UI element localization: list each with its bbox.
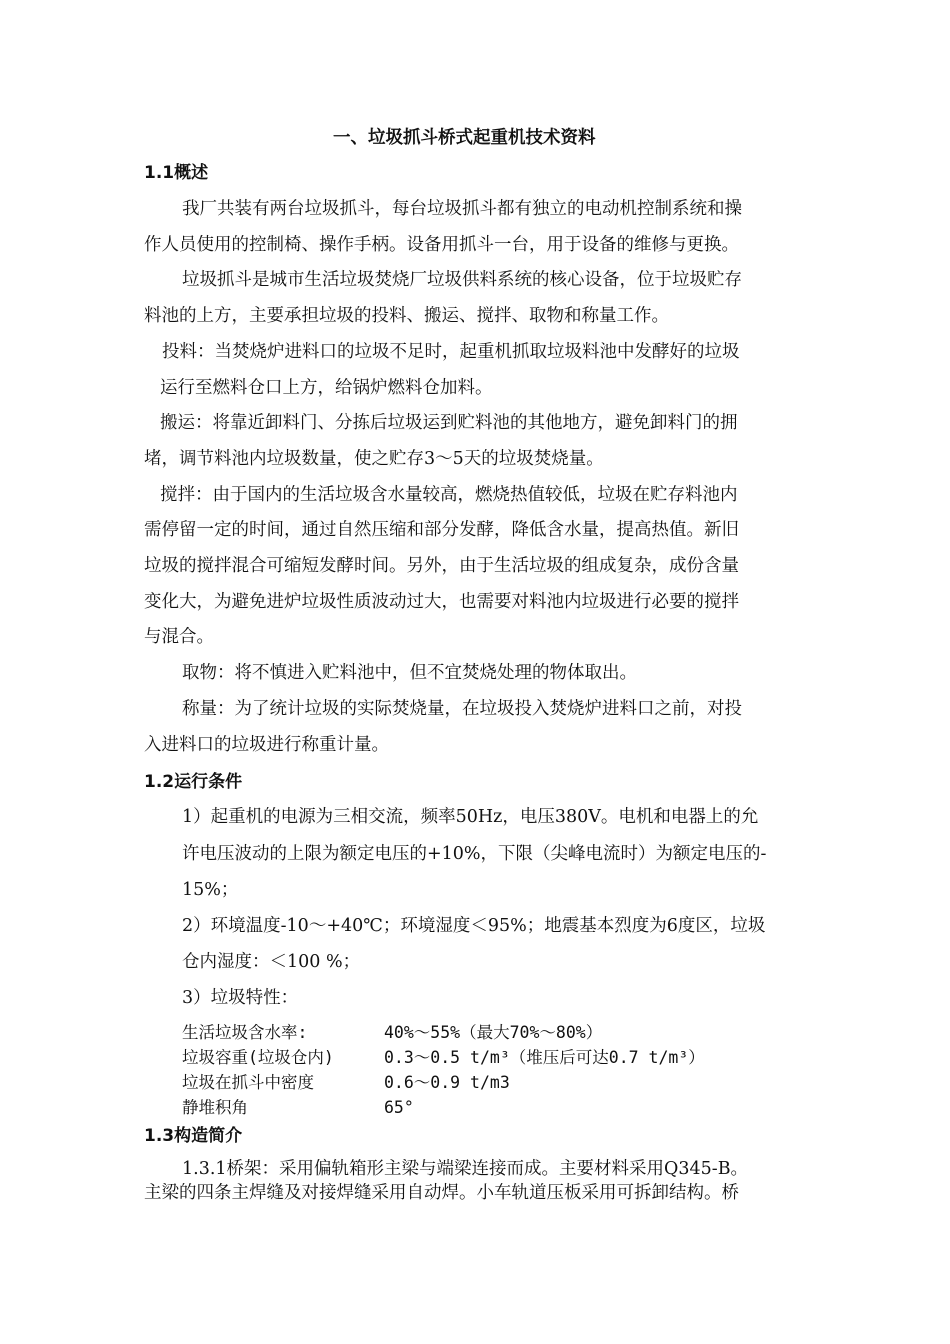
paragraph-line: 需停留一定的时间，通过自然压缩和部分发酵，降低含水量，提高热值。新旧	[144, 520, 739, 540]
paragraph-line: 我厂共装有两台垃圾抓斗，每台垃圾抓斗都有独立的电动机控制系统和操	[182, 199, 742, 219]
property-value: 0.3～0.5 t/m³（堆压后可达0.7 t/m³）	[384, 1048, 705, 1067]
property-value: 0.6～0.9 t/m3	[384, 1073, 510, 1092]
paragraph-line: 1.3.1桥架：采用偏轨箱形主梁与端梁连接而成。主要材料采用Q345-B。	[182, 1159, 749, 1179]
paragraph-line: 堵，调节料池内垃圾数量，使之贮存3～5天的垃圾焚烧量。	[144, 449, 604, 469]
paragraph-line: 仓内湿度：＜100 %；	[182, 952, 361, 972]
paragraph-line: 15%；	[182, 880, 239, 900]
paragraph-line: 1）起重机的电源为三相交流，频率50Hz，电压380V。电机和电器上的允	[182, 807, 759, 827]
paragraph-line: 主梁的四条主焊缝及对接焊缝采用自动焊。小车轨道压板采用可拆卸结构。桥	[144, 1183, 739, 1203]
property-label: 垃圾容重(垃圾仓内)	[182, 1048, 334, 1067]
paragraph-line: 许电压波动的上限为额定电压的+10%，下限（尖峰电流时）为额定电压的-	[182, 844, 767, 864]
paragraph-line: 与混合。	[144, 627, 214, 647]
paragraph-line: 料池的上方，主要承担垃圾的投料、搬运、搅拌、取物和称量工作。	[144, 306, 669, 326]
property-label: 垃圾在抓斗中密度	[182, 1073, 314, 1092]
paragraph-line: 垃圾抓斗是城市生活垃圾焚烧厂垃圾供料系统的核心设备，位于垃圾贮存	[182, 270, 742, 290]
section-heading-1-1: 1.1概述	[144, 163, 209, 183]
paragraph-line: 变化大，为避免进炉垃圾性质波动过大，也需要对料池内垃圾进行必要的搅拌	[144, 592, 739, 612]
property-label: 生活垃圾含水率:	[182, 1023, 308, 1042]
property-value: 65°	[384, 1098, 414, 1117]
paragraph-line: 搬运：将靠近卸料门、分拣后垃圾运到贮料池的其他地方，避免卸料门的拥	[160, 413, 738, 433]
section-heading-1-2: 1.2运行条件	[144, 772, 243, 792]
section-heading-1-3: 1.3构造简介	[144, 1126, 243, 1146]
paragraph-line: 2）环境温度-10～+40℃；环境湿度＜95%；地震基本烈度为6度区，垃圾	[182, 916, 766, 936]
paragraph-line: 搅拌：由于国内的生活垃圾含水量较高，燃烧热值较低，垃圾在贮存料池内	[160, 485, 738, 505]
paragraph-line: 垃圾的搅拌混合可缩短发酵时间。另外，由于生活垃圾的组成复杂，成份含量	[144, 556, 739, 576]
paragraph-line: 3）垃圾特性：	[182, 988, 299, 1008]
paragraph-line: 入进料口的垃圾进行称重计量。	[144, 735, 389, 755]
paragraph-line: 作人员使用的控制椅、操作手柄。设备用抓斗一台，用于设备的维修与更换。	[144, 235, 739, 255]
page-title: 一、垃圾抓斗桥式起重机技术资料	[333, 128, 596, 148]
property-label: 静堆积角	[182, 1098, 248, 1117]
paragraph-line: 取物：将不慎进入贮料池中，但不宜焚烧处理的物体取出。	[182, 663, 637, 683]
paragraph-line: 称量：为了统计垃圾的实际焚烧量，在垃圾投入焚烧炉进料口之前，对投	[182, 699, 742, 719]
property-value: 40%～55%（最大70%～80%）	[384, 1023, 603, 1042]
paragraph-line: 运行至燃料仓口上方，给锅炉燃料仓加料。	[160, 378, 493, 398]
paragraph-line: 投料：当焚烧炉进料口的垃圾不足时，起重机抓取垃圾料池中发酵好的垃圾	[162, 342, 740, 362]
